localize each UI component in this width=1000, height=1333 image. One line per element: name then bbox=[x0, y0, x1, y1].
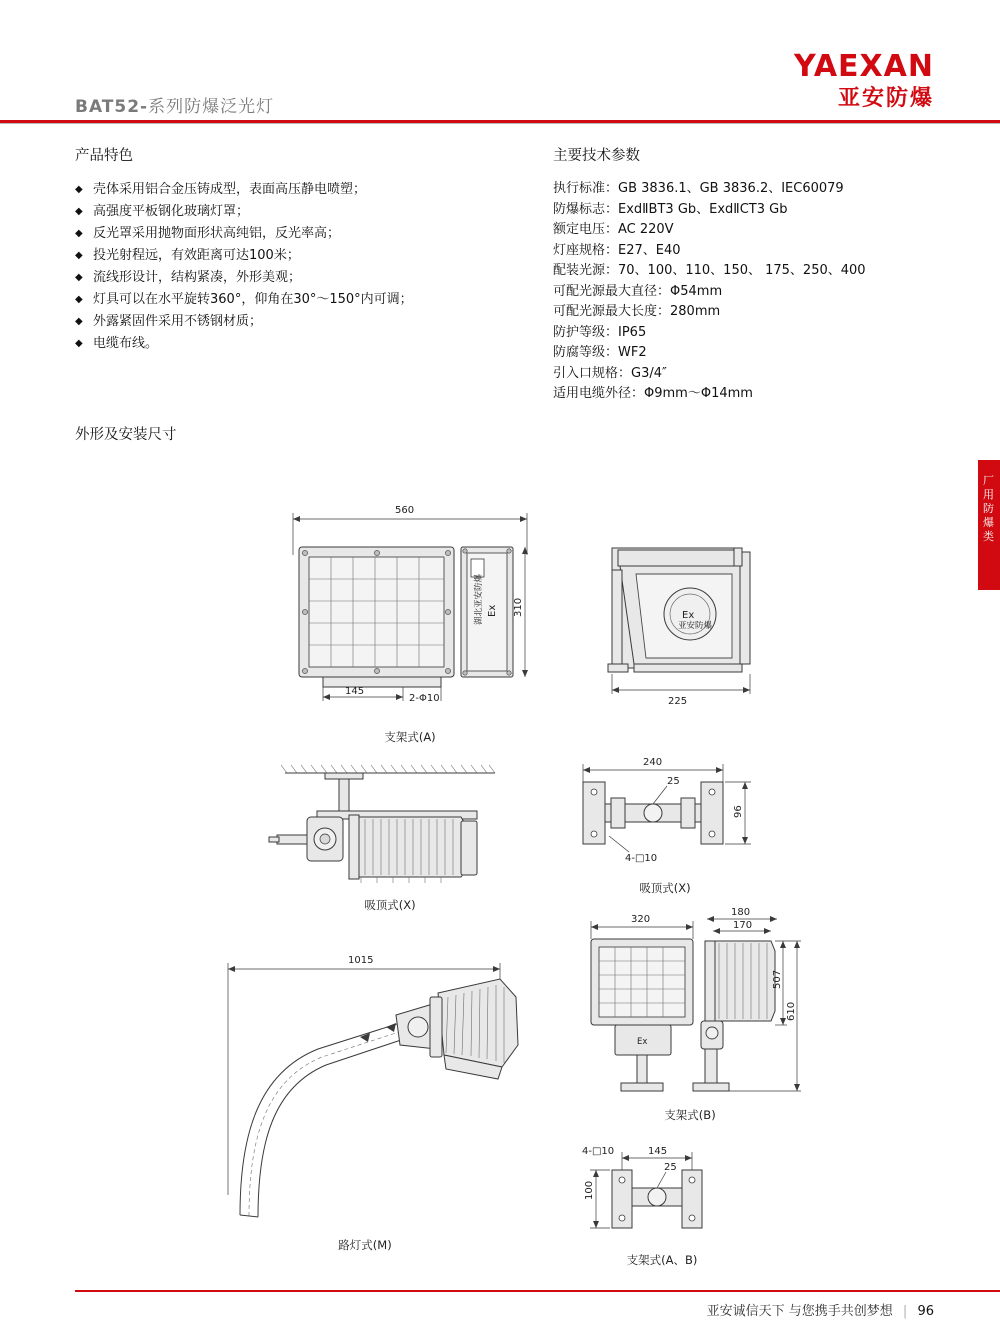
spec-row: 灯座规格：E27、E40 bbox=[553, 242, 681, 258]
brand-name-en: YAEXAN bbox=[793, 49, 934, 84]
diamond-bullet-icon: ◆ bbox=[75, 338, 83, 349]
features-section bbox=[75, 144, 505, 355]
label-ex-front: Ex bbox=[487, 604, 498, 617]
dim-25: 25 bbox=[667, 776, 680, 787]
page-title-rest: 系列防爆泛光灯 bbox=[148, 97, 275, 117]
spec-row: 配装光源：70、100、110、150、 175、250、400 bbox=[553, 263, 866, 278]
dim-170: 170 bbox=[733, 920, 753, 931]
dim-hole-4-10: 4-□10 bbox=[625, 853, 658, 864]
dim-145: 145 bbox=[648, 1146, 668, 1157]
feature-text: 流线形设计，结构紧凑，外形美观； bbox=[93, 270, 302, 285]
drawing-street-lamp bbox=[200, 945, 530, 1253]
spec-row: 额定电压：AC 220V bbox=[553, 222, 674, 237]
dim-25-ab: 25 bbox=[664, 1162, 677, 1173]
dim-hole-2-phi10: 2-Φ10 bbox=[409, 693, 440, 704]
drawing-bracket-b bbox=[575, 905, 805, 1123]
drawing-caption: 支架式(B) bbox=[664, 1108, 716, 1122]
feature-text: 电缆布线。 bbox=[93, 336, 159, 351]
spec-row: 引入口规格：G3/4″ bbox=[553, 365, 667, 381]
feature-text: 反光罩采用抛物面形状高纯铝，反光率高； bbox=[93, 226, 341, 241]
label-ex-side: Ex bbox=[682, 610, 695, 621]
diamond-bullet-icon: ◆ bbox=[75, 294, 83, 305]
spec-row: 防腐等级：WF2 bbox=[553, 345, 647, 360]
list-item bbox=[75, 333, 505, 354]
drawing-ceiling-x-plate bbox=[555, 748, 775, 896]
drawing-bracket-ab bbox=[552, 1140, 772, 1268]
dim-507: 507 bbox=[772, 969, 783, 989]
drawing-front-view bbox=[285, 495, 535, 745]
dim-1015: 1015 bbox=[348, 955, 374, 966]
dim-240: 240 bbox=[643, 757, 663, 768]
diamond-bullet-icon: ◆ bbox=[75, 206, 83, 217]
drawing-caption: 吸顶式(X) bbox=[364, 898, 416, 912]
feature-text: 壳体采用铝合金压铸成型，表面高压静电喷塑； bbox=[93, 182, 367, 197]
list-item bbox=[75, 289, 505, 310]
page-title bbox=[75, 92, 274, 117]
features-list bbox=[75, 179, 505, 354]
spec-row: 可配光源最大长度：280mm bbox=[553, 304, 721, 319]
list-item bbox=[75, 245, 505, 266]
drawing-caption: 吸顶式(X) bbox=[639, 881, 691, 895]
page-title-model: BAT52- bbox=[75, 97, 149, 117]
drawing-caption: 支架式(A) bbox=[384, 730, 436, 744]
dim-hole-4-10-ab: 4-□10 bbox=[582, 1146, 615, 1157]
dimensions-heading: 外形及安装尺寸 bbox=[75, 427, 177, 443]
category-side-tab: 厂用防爆类 bbox=[978, 460, 1000, 590]
dim-height-310: 310 bbox=[513, 597, 524, 617]
footer bbox=[707, 1300, 934, 1319]
drawing-ceiling-x-elevation bbox=[265, 755, 515, 913]
diamond-bullet-icon: ◆ bbox=[75, 316, 83, 327]
dim-depth-225: 225 bbox=[668, 696, 688, 707]
list-item bbox=[75, 311, 505, 332]
feature-text: 高强度平板钢化玻璃灯罩； bbox=[93, 204, 250, 219]
footer-separator: | bbox=[902, 1304, 908, 1319]
dim-96: 96 bbox=[733, 805, 744, 818]
svg-text:Ex: Ex bbox=[637, 1037, 648, 1047]
dim-610: 610 bbox=[786, 1001, 797, 1021]
brand-logo bbox=[793, 49, 934, 111]
dim-320: 320 bbox=[631, 914, 651, 925]
spec-row: 适用电缆外径：Φ9mm～Φ14mm bbox=[553, 386, 753, 401]
svg-text:亚安防爆: 亚安防爆 bbox=[678, 621, 713, 631]
page-number: 96 bbox=[917, 1304, 934, 1319]
list-item bbox=[75, 201, 505, 222]
feature-text: 投光射程远，有效距离可达100米； bbox=[93, 248, 300, 263]
svg-text:湖北亚安防爆: 湖北亚安防爆 bbox=[474, 573, 484, 625]
dim-180: 180 bbox=[731, 907, 751, 918]
dim-100: 100 bbox=[584, 1180, 595, 1200]
dim-base-145: 145 bbox=[345, 686, 365, 697]
list-item bbox=[75, 179, 505, 200]
specs-heading: 主要技术参数 bbox=[553, 148, 640, 164]
spec-row: 可配光源最大直径：Φ54mm bbox=[553, 283, 723, 299]
spec-row: 执行标准：GB 3836.1、GB 3836.2、IEC60079 bbox=[553, 181, 844, 196]
features-heading: 产品特色 bbox=[75, 148, 133, 164]
header-rule-thin bbox=[0, 123, 1000, 124]
list-item bbox=[75, 267, 505, 288]
footer-slogan: 亚安诚信天下 与您携手共创梦想 bbox=[706, 1304, 893, 1319]
specs-list bbox=[553, 179, 983, 405]
list-item bbox=[75, 223, 505, 244]
specs-section bbox=[553, 144, 983, 405]
feature-text: 灯具可以在水平旋转360°，仰角在30°～150°内可调； bbox=[93, 292, 413, 307]
drawing-side-view bbox=[590, 518, 770, 708]
dim-width-560: 560 bbox=[395, 505, 415, 516]
diamond-bullet-icon: ◆ bbox=[75, 184, 83, 195]
spec-row: 防护等级：IP65 bbox=[553, 324, 647, 340]
feature-text: 外露紧固件采用不锈钢材质； bbox=[93, 314, 263, 329]
footer-rule bbox=[75, 1290, 1000, 1292]
diamond-bullet-icon: ◆ bbox=[75, 272, 83, 283]
drawing-caption: 支架式(A、B) bbox=[626, 1253, 698, 1267]
spec-row: 防爆标志：ExdⅡBT3 Gb、ExdⅡCT3 Gb bbox=[553, 201, 788, 217]
drawing-caption: 路灯式(M) bbox=[338, 1238, 392, 1252]
diamond-bullet-icon: ◆ bbox=[75, 250, 83, 261]
brand-name-cn: 亚安防爆 bbox=[837, 86, 934, 111]
diamond-bullet-icon: ◆ bbox=[75, 228, 83, 239]
